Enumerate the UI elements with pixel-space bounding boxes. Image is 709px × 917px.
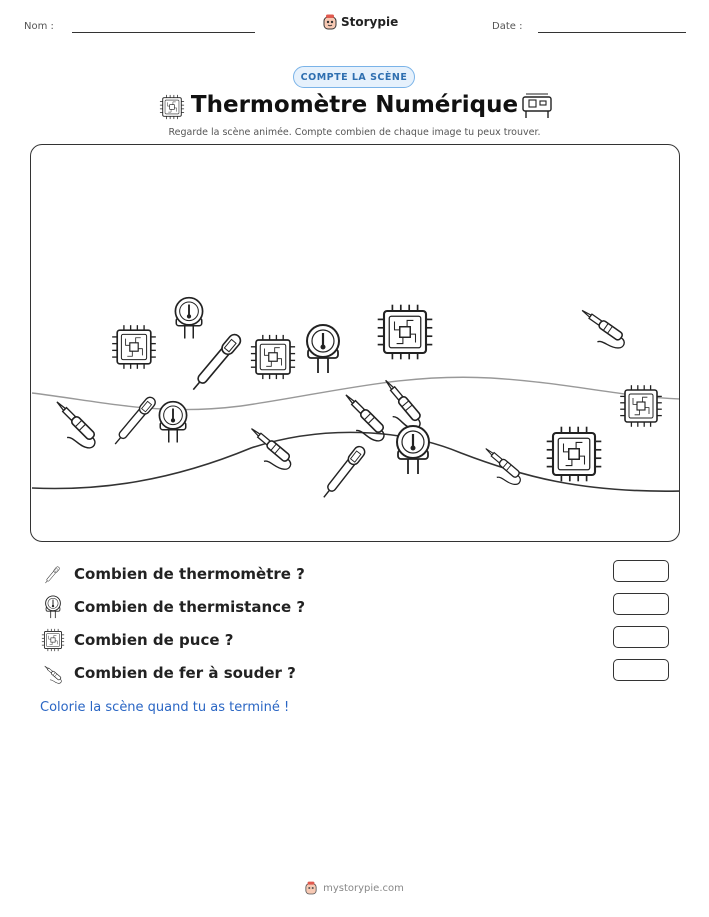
name-line[interactable] bbox=[72, 32, 255, 33]
circuit-board-icon bbox=[520, 92, 554, 120]
thermistor-icon bbox=[159, 402, 186, 443]
chip-icon bbox=[378, 305, 433, 360]
soldering-iron-icon bbox=[241, 425, 296, 476]
brand-logo bbox=[323, 14, 398, 30]
soldering-iron-icon bbox=[476, 446, 525, 491]
question-thermometer bbox=[40, 562, 305, 586]
thermistor-icon bbox=[175, 298, 202, 339]
soldering-iron-icon bbox=[44, 399, 100, 455]
thermometer-icon bbox=[40, 562, 66, 586]
soldering-iron-icon bbox=[333, 392, 389, 448]
question-label: Combien de thermistance ? bbox=[74, 598, 306, 616]
thermometer-icon bbox=[111, 395, 157, 447]
date-label: Date : bbox=[492, 21, 523, 32]
soldering-iron-icon bbox=[572, 307, 628, 355]
section-badge: COMPTE LA SCÈNE bbox=[293, 66, 415, 88]
name-label: Nom : bbox=[24, 21, 54, 32]
chip-icon bbox=[112, 325, 156, 369]
page-title: Thermomètre Numérique bbox=[190, 92, 519, 118]
brand-name: Storypie bbox=[341, 15, 399, 29]
closing-instruction: Colorie la scène quand tu as terminé ! bbox=[40, 700, 290, 715]
thermistor-icon bbox=[397, 426, 429, 474]
storypie-mascot-icon bbox=[305, 881, 317, 895]
chip-icon bbox=[251, 335, 295, 379]
question-label: Combien de thermomètre ? bbox=[74, 565, 305, 583]
question-thermistor bbox=[40, 595, 305, 619]
thermistor-icon bbox=[307, 325, 339, 373]
question-chip bbox=[40, 628, 233, 652]
question-soldering-iron bbox=[40, 661, 296, 685]
chip-icon bbox=[40, 628, 66, 652]
chip-icon bbox=[547, 427, 602, 482]
footer bbox=[0, 881, 709, 895]
date-line[interactable] bbox=[538, 32, 686, 33]
thermistor-icon bbox=[40, 595, 66, 619]
instructions: Regarde la scène animée. Compte combien de chaque image tu peux trouver. bbox=[168, 127, 541, 138]
thermometer-icon bbox=[320, 444, 367, 500]
answer-box-chip[interactable] bbox=[613, 626, 669, 648]
question-label: Combien de puce ? bbox=[74, 631, 234, 649]
question-label: Combien de fer à souder ? bbox=[74, 664, 296, 682]
storypie-mascot-icon bbox=[323, 14, 337, 30]
chip-icon bbox=[620, 385, 662, 427]
footer-url: mystorypie.com bbox=[323, 882, 404, 894]
answer-box-thermometer[interactable] bbox=[613, 560, 669, 582]
scene-illustration bbox=[31, 145, 680, 542]
soldering-iron-icon bbox=[40, 661, 66, 685]
thermometer-icon bbox=[189, 332, 243, 393]
answer-box-soldering-iron[interactable] bbox=[613, 659, 669, 681]
answer-box-thermistor[interactable] bbox=[613, 593, 669, 615]
scene-frame bbox=[30, 144, 680, 542]
